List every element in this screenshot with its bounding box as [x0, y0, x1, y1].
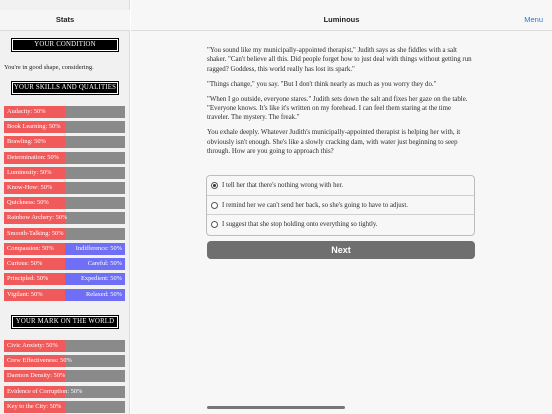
radio-selected-icon[interactable] — [211, 182, 218, 189]
skill-bar — [4, 121, 125, 133]
opposed-left-label: Compassion: 50% — [7, 245, 54, 252]
mark-bar — [4, 401, 125, 413]
stat-bar-label: Luminosity: 50% — [7, 168, 52, 176]
stat-bar-label: Civic Anxiety: 50% — [7, 342, 58, 349]
choice-list — [206, 175, 475, 236]
skill-bar — [4, 212, 125, 224]
mark-bar — [4, 386, 125, 398]
skill-bar — [4, 167, 125, 179]
stat-bar-label: Evidence of Corruption: 50% — [7, 387, 83, 395]
stat-bar-label: Crew Effectiveness: 50% — [7, 357, 72, 365]
mark-heading: YOUR MARK ON THE WORLD — [11, 315, 119, 329]
menu-button[interactable]: Menu — [524, 15, 543, 24]
stat-bar-label: Quickness: 50% — [7, 199, 49, 207]
story-pane — [131, 0, 552, 414]
opposed-bar — [4, 243, 125, 255]
stat-bar-label: Know-How: 50% — [7, 184, 53, 191]
opposed-left-label: Curious: 50% — [7, 260, 43, 268]
stat-bar-label: Key to the City: 50% — [7, 402, 62, 410]
skill-bar — [4, 152, 125, 164]
stat-bar-label: Audacity: 50% — [7, 108, 46, 115]
stat-bar-label: Determination: 50% — [7, 153, 59, 161]
mark-bar — [4, 340, 125, 352]
choice-option-3[interactable] — [207, 215, 474, 235]
choice-label: I suggest that she stop holding onto everything so tightly. — [222, 221, 378, 228]
stats-scroll-area[interactable] — [0, 31, 130, 414]
choice-option-2[interactable] — [207, 196, 474, 216]
skill-bar — [4, 197, 125, 209]
stat-bar-label: Book Learning: 50% — [7, 123, 61, 131]
stat-bar-label: Smooth-Talking: 50% — [7, 229, 64, 237]
opposed-left-label: Principled: 50% — [7, 275, 49, 283]
opposed-bar — [4, 289, 125, 301]
radio-icon[interactable] — [211, 202, 218, 209]
stats-sidebar — [0, 0, 130, 414]
skill-bar — [4, 182, 125, 194]
opposed-right-label: Expedient: 50% — [81, 275, 122, 283]
opposed-right-label: Relaxed: 50% — [85, 290, 122, 298]
opposed-bar — [4, 273, 125, 285]
opposed-right-label: Careful: 50% — [87, 260, 122, 268]
main-header — [131, 10, 552, 31]
stat-bar-label: Daemon Density: 50% — [7, 372, 66, 380]
choice-label: I tell her that there's nothing wrong with her. — [222, 182, 344, 189]
condition-heading: YOUR CONDITION — [11, 38, 119, 52]
story-paragraph: "Things change," you say. "But I don't think nearly as much as you worry they do." — [207, 80, 437, 88]
opposed-left-label: Vigilant: 50% — [7, 290, 43, 298]
skill-bar — [4, 228, 125, 240]
story-paragraph: "When I go outside, everyone stares." Judith sets down the salt and fixes her gaze on the table. "Everyone knows. It's like it's written on my forehead. I can feel them staring at the time traveler. The mystery. The freak." — [207, 95, 468, 122]
next-button[interactable]: Next — [207, 241, 475, 259]
condition-text: You're in good shape, considering. — [4, 64, 94, 71]
story-paragraph: You exhale deeply. Whatever Judith's municipally-appointed therapist is helping her with, it obviously isn't enough. She's like a slowly cracking dam, with water just beginning to seep through. How are you going to approach this? — [207, 129, 461, 156]
opposed-right-label: Indifference: 50% — [75, 245, 122, 252]
game-title: Luminous — [323, 15, 360, 24]
sidebar-title: Stats — [0, 10, 130, 31]
choice-option-1[interactable] — [207, 176, 474, 196]
skills-heading: YOUR SKILLS AND QUALITIES — [11, 81, 119, 95]
story-text — [207, 46, 475, 162]
stat-bar-label: Brawling: 50% — [7, 138, 46, 146]
mark-bar — [4, 355, 125, 367]
choice-label: I remind her we can't send her back, so she's going to have to adjust. — [222, 201, 408, 209]
opposed-bar — [4, 258, 125, 270]
mark-bar — [4, 370, 125, 382]
skill-bar — [4, 106, 125, 118]
stat-bar-label: Rainbow Archery: 50% — [7, 214, 68, 222]
story-paragraph: "You sound like my municipally-appointed therapist," Judith says as she fiddles with a salt shaker. "Can't believe all this. Did people forget how to just deal with things without getting run ragged? Goddess, this world really has lost its spark." — [207, 47, 472, 73]
skill-bar — [4, 136, 125, 148]
radio-icon[interactable] — [211, 221, 218, 228]
home-indicator[interactable] — [207, 406, 345, 409]
